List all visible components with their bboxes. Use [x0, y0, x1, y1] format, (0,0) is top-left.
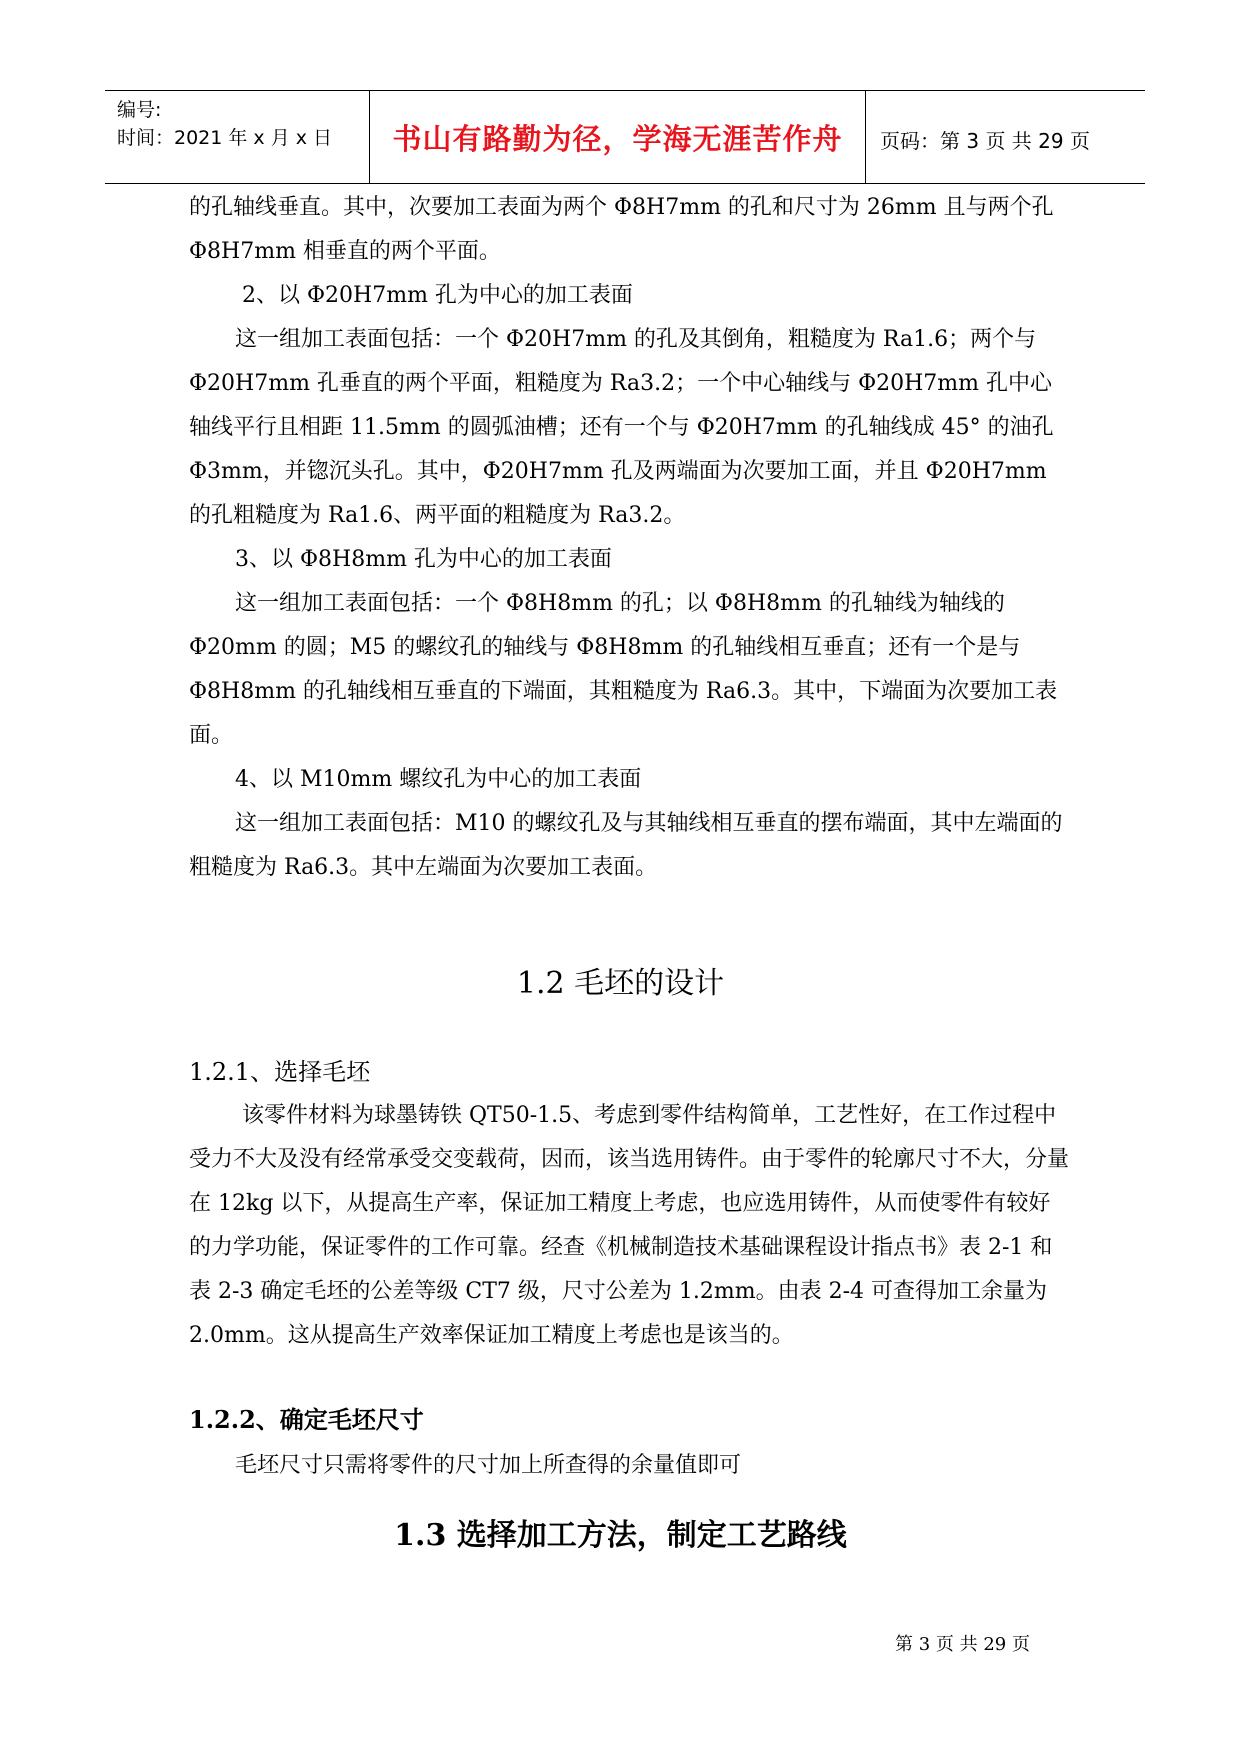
- page-footer: 第 3 页 共 29 页: [895, 1634, 1030, 1655]
- header-page-label: 页码：第 3 页 共 29 页: [880, 129, 1090, 153]
- item-4-title: 4、以 M10mm 螺纹孔为中心的加工表面: [235, 767, 642, 792]
- subsection-1-2-1-title: 1.2.1、选择毛坯: [189, 1058, 371, 1086]
- doc-time-label: 时间：2021 年 x 月 x 日: [117, 127, 333, 149]
- body-section-1-1: [189, 186, 1069, 890]
- subsection-1-2-2-title: 1.2.2、确定毛坯尺寸: [189, 1405, 424, 1434]
- header-motto-cell: [370, 91, 866, 183]
- section-1-3-title: 1.3 选择加工方法，制定工艺路线: [394, 1518, 847, 1553]
- header-motto: 书山有路勤为径，学海无涯苦作舟: [392, 122, 843, 156]
- subsection-1-2-2-body: [189, 1444, 1069, 1488]
- subsection-1-2-2-text: 毛坯尺寸只需将零件的尺寸加上所查得的余量值即可: [235, 1453, 742, 1478]
- paragraph-continuation: 的孔轴线垂直。其中，次要加工表面为两个 Φ8H7mm 的孔和尺寸为 26mm 且与两个孔 Φ8H7mm 相垂直的两个平面。: [189, 195, 1054, 264]
- header-page-cell: [866, 91, 1145, 183]
- subsection-1-2-1-text: 该零件材料为球墨铸铁 QT50-1.5、考虑到零件结构简单，工艺性好，在工作过程中受力不大及没有经常承受交变载荷，因而，该当选用铸件。由于零件的轮廓尺寸不大，分量在 12kg 以下，从提高生产率，保证加工精度上考虑，也应选用铸件，从而使零件有较好的力学功能，保证零件的工作可靠。经查《机械制造技术基础课程设计指点书》表 2-1 和表 2-3 确定毛坯的公差等级 CT7 级，尺寸公差为 1.2mm。由表 2-4 可查得加工余量为 2.0mm。这从提高生产效率保证加工精度上考虑也是该当的。: [189, 1103, 1070, 1348]
- header-info-cell: [105, 91, 370, 183]
- subsection-1-2-1-body: [189, 1094, 1069, 1358]
- item-2-title: 2、以 Φ20H7mm 孔为中心的加工表面: [242, 283, 633, 308]
- item-2-text: 这一组加工表面包括：一个 Φ20H7mm 的孔及其倒角，粗糙度为 Ra1.6；两个与 Φ20H7mm 孔垂直的两个平面，粗糙度为 Ra3.2；一个中心轴线与 Φ20H7mm 孔中心轴线平行且相距 11.5mm 的圆弧油槽；还有一个与 Φ20H7mm 的孔轴线成 45° 的油孔 Φ3mm，并锪沉头孔。其中，Φ20H7mm 孔及两端面为次要加工面，并且 Φ20H7mm 的孔粗糙度为 Ra1.6、两平面的粗糙度为 Ra3.2。: [189, 327, 1054, 528]
- section-1-2-title: 1.2 毛坯的设计: [516, 966, 725, 1001]
- item-4-text: 这一组加工表面包括：M10 的螺纹孔及与其轴线相互垂直的摆布端面，其中左端面的粗糙度为 Ra6.3。其中左端面为次要加工表面。: [189, 811, 1063, 880]
- page-header: [105, 90, 1145, 184]
- item-3-title: 3、以 Φ8H8mm 孔为中心的加工表面: [235, 547, 612, 572]
- doc-number-label: 编号:: [117, 99, 162, 121]
- item-3-text: 这一组加工表面包括：一个 Φ8H8mm 的孔；以 Φ8H8mm 的孔轴线为轴线的 Φ20mm 的圆；M5 的螺纹孔的轴线与 Φ8H8mm 的孔轴线相互垂直；还有一个是与 Φ8H8mm 的孔轴线相互垂直的下端面，其粗糙度为 Ra6.3。其中，下端面为次要加工表面。: [189, 591, 1058, 748]
